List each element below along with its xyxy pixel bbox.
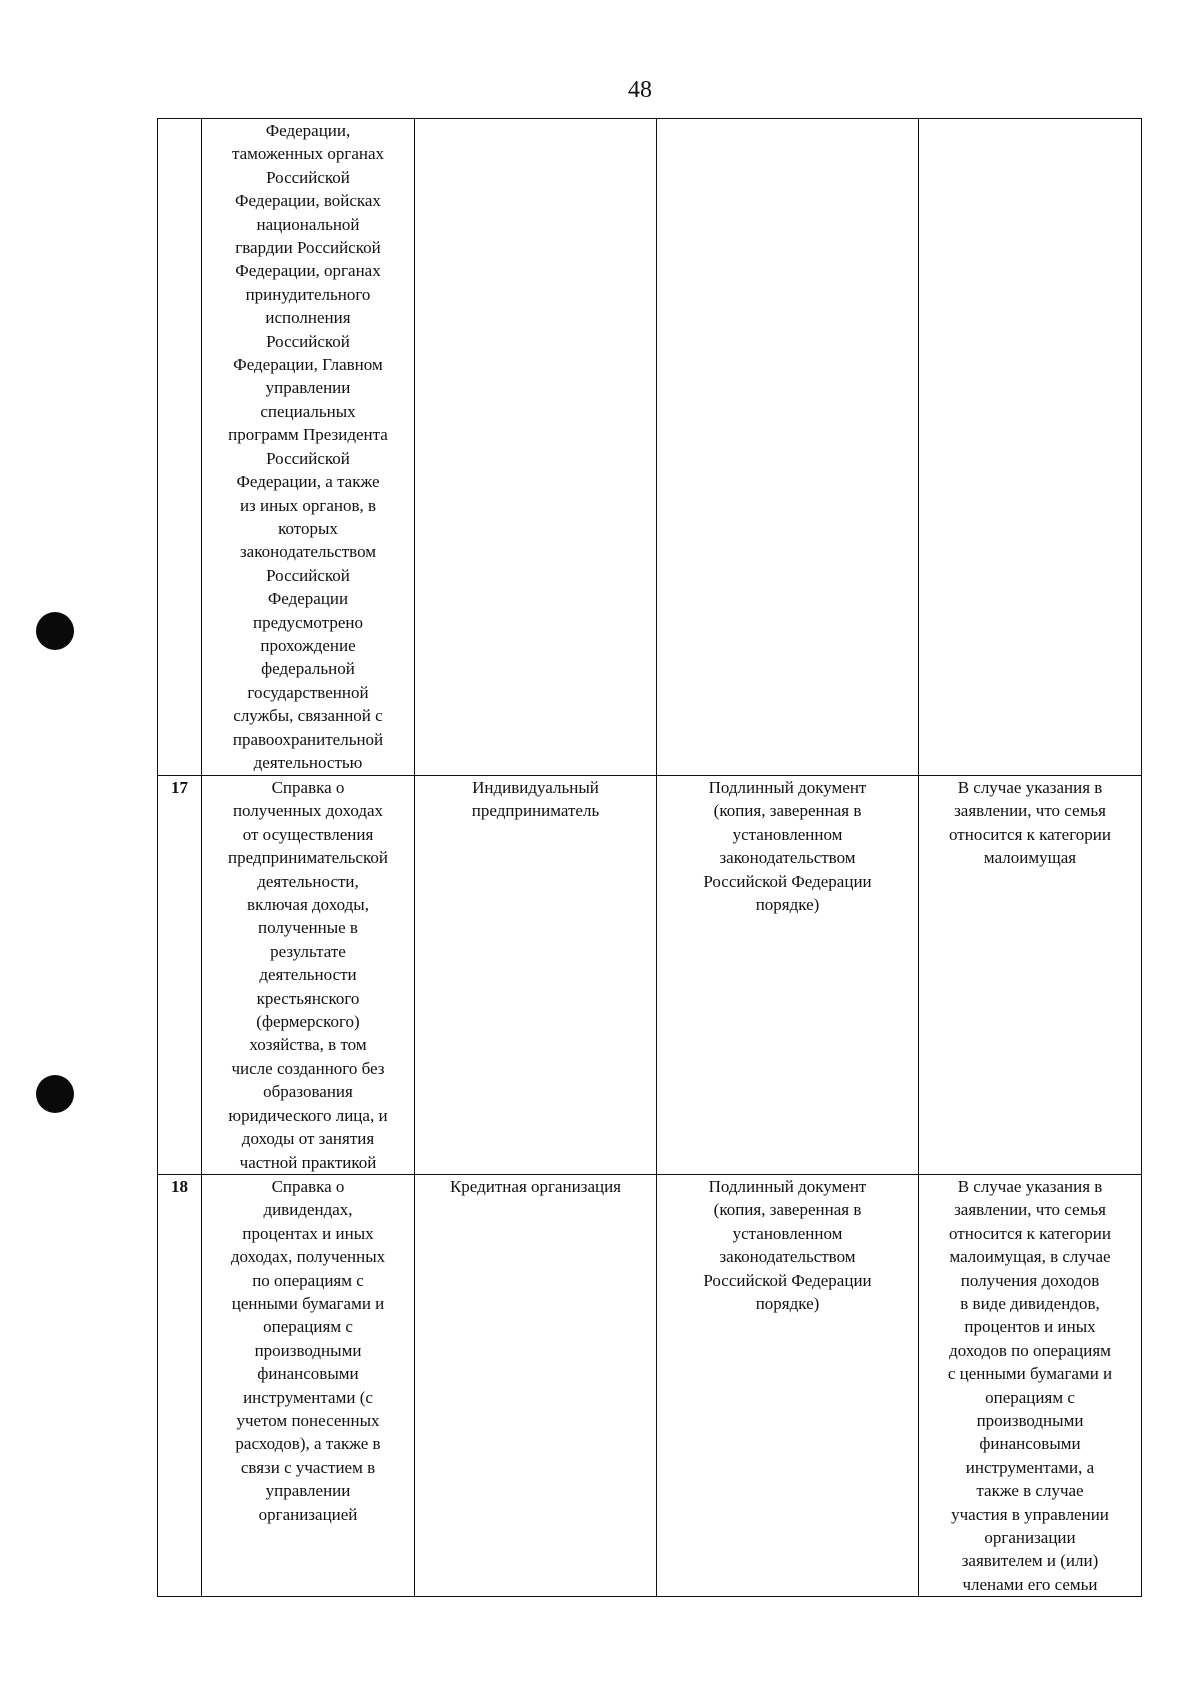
document-source-cell: Кредитная организация bbox=[415, 1174, 657, 1596]
submission-condition-cell bbox=[919, 119, 1142, 776]
document-name-cell: Федерации, таможенных органах Российской Федерации, войсках национальной гвардии Российской Федерации, органах принудительного исполнения Российской Федерации, Главном управлении специальных программ Президента Российской Федерации, а также из иных органов, в которых законодательством Российской Федерации предусмотрено прохождение федеральной государственной службы, связанной с правоохранительной деятельностью bbox=[202, 119, 415, 776]
submission-condition-cell: В случае указания в заявлении, что семья относится к категории малоимущая bbox=[919, 776, 1142, 1175]
document-name-cell: Справка о полученных доходах от осуществления предпринимательской деятельности, включая доходы, полученные в результате деятельности крестьянского (фермерского) хозяйства, в том числе созданного без образования юридического лица, и доходы от занятия частной практикой bbox=[202, 776, 415, 1175]
document-source-cell bbox=[415, 119, 657, 776]
page-number: 48 bbox=[628, 77, 652, 103]
row-number-cell: 17 bbox=[158, 776, 202, 1175]
table-row-17 bbox=[158, 776, 1142, 1175]
row-number-cell: 18 bbox=[158, 1174, 202, 1596]
row-number-cell bbox=[158, 119, 202, 776]
table-row-continued bbox=[158, 119, 1142, 776]
punch-hole-mark bbox=[36, 612, 74, 650]
document-source-cell: Индивидуальный предприниматель bbox=[415, 776, 657, 1175]
document-name-cell: Справка о дивидендах, процентах и иных доходах, полученных по операциям с ценными бумагами и операциям с производными финансовыми инструментами (с учетом понесенных расходов), а также в связи с участием в управлении организацией bbox=[202, 1174, 415, 1596]
submission-condition-cell: В случае указания в заявлении, что семья относится к категории малоимущая, в случае получения доходов в виде дивидендов, процентов и иных доходов по операциям с ценными бумагами и операциям с производными финансовыми инструментами, а также в случае участия в управлении организации заявителем и (или) членами его семьи bbox=[919, 1174, 1142, 1596]
punch-hole-mark bbox=[36, 1075, 74, 1113]
document-form-cell: Подлинный документ (копия, заверенная в установленном законодательством Российской Федерации порядке) bbox=[657, 776, 919, 1175]
table-row-18 bbox=[158, 1174, 1142, 1596]
document-table bbox=[157, 118, 1142, 1597]
document-form-cell: Подлинный документ (копия, заверенная в установленном законодательством Российской Федерации порядке) bbox=[657, 1174, 919, 1596]
document-form-cell bbox=[657, 119, 919, 776]
